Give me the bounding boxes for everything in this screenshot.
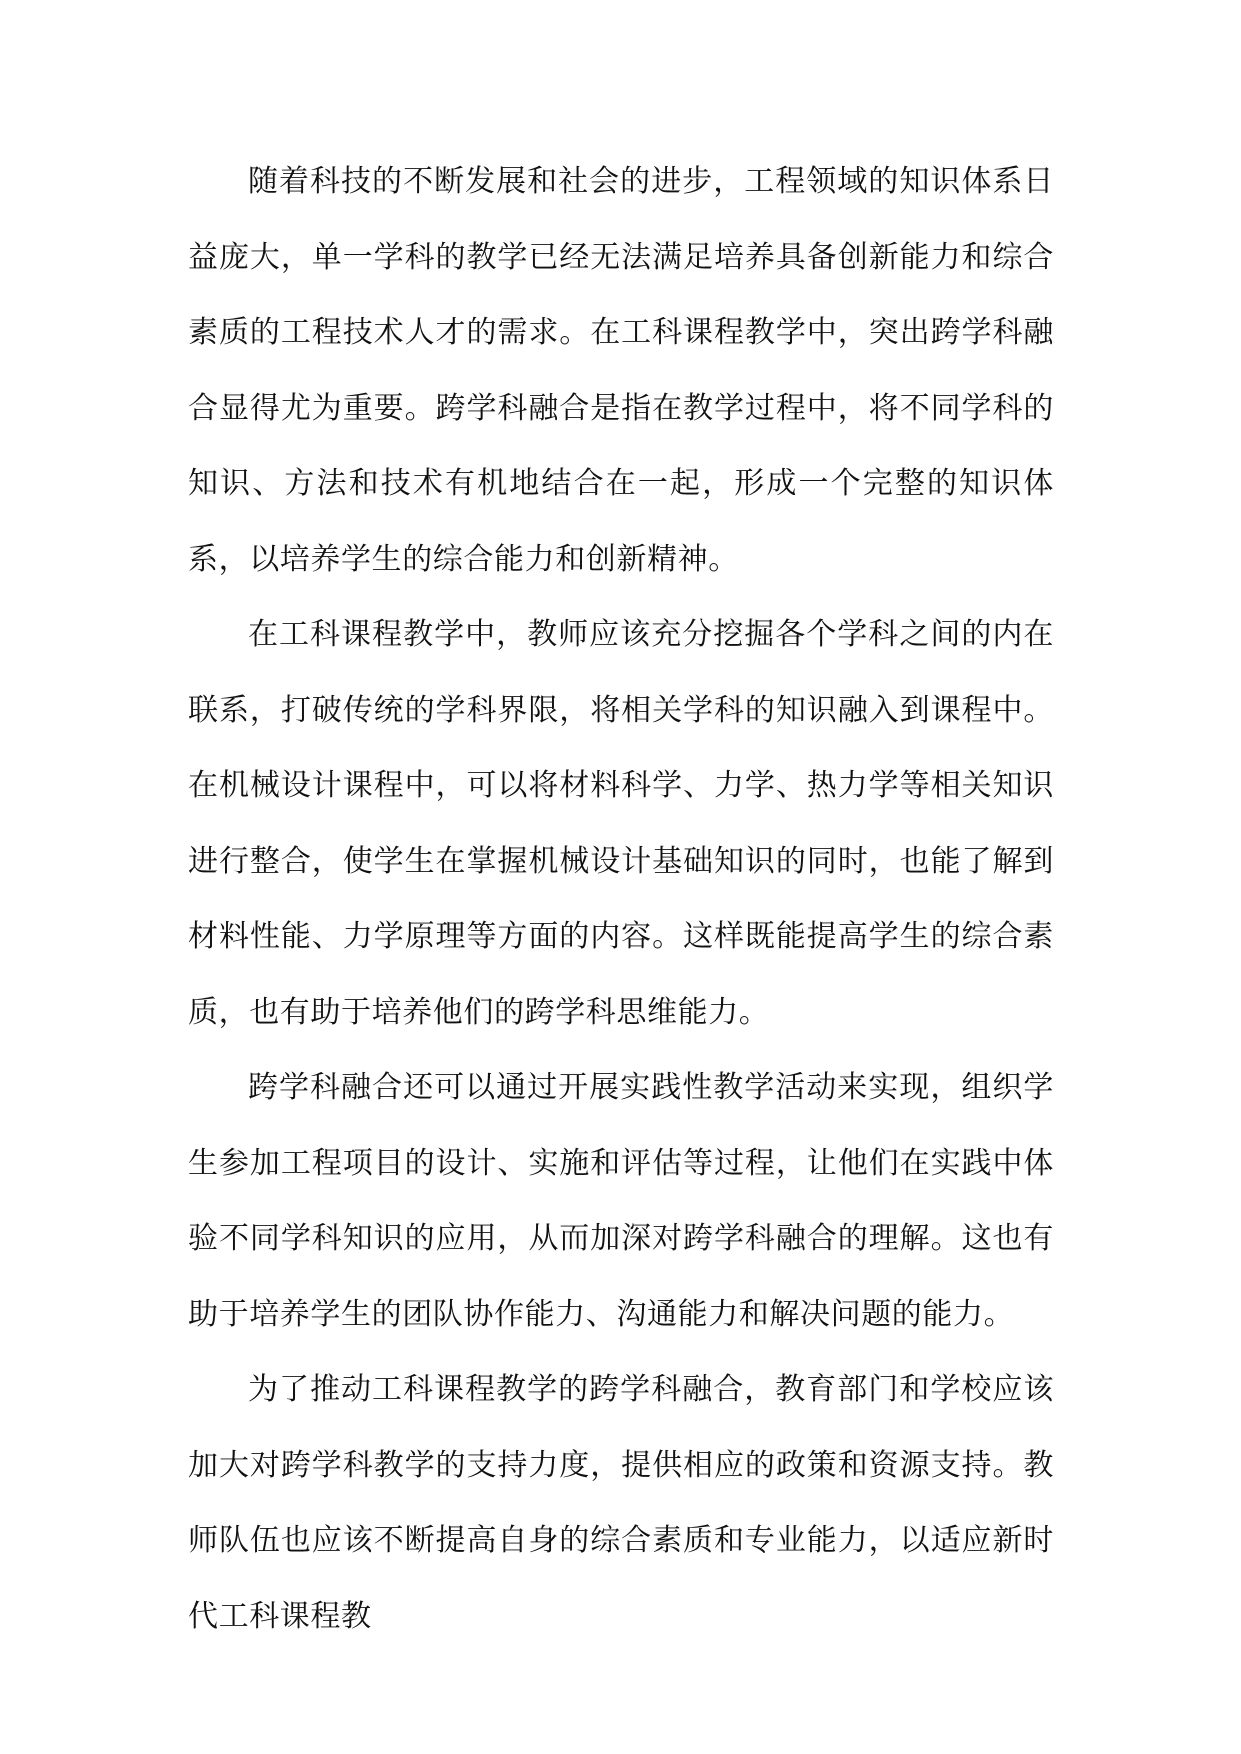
paragraph-4: 为了推动工科课程教学的跨学科融合，教育部门和学校应该加大对跨学科教学的支持力度，提供相应的政策和资源支持。教师队伍也应该不断提高自身的综合素质和专业能力，以适应新时代工科课程教 [188,1372,1054,1634]
paragraph-3: 跨学科融合还可以通过开展实践性教学活动来实现，组织学生参加工程项目的设计、实施和评估等过程，让他们在实践中体验不同学科知识的应用，从而加深对跨学科融合的理解。这也有助于培养学生的团队协作能力、沟通能力和解决问题的能力。 [188,1070,1054,1332]
paragraph-1: 随着科技的不断发展和社会的进步，工程领域的知识体系日益庞大，单一学科的教学已经无法满足培养具备创新能力和综合素质的工程技术人才的需求。在工科课程教学中，突出跨学科融合显得尤为重要。跨学科融合是指在教学过程中，将不同学科的知识、方法和技术有机地结合在一起，形成一个完整的知识体系，以培养学生的综合能力和创新精神。 [188,164,1054,577]
paragraph-2: 在工科课程教学中，教师应该充分挖掘各个学科之间的内在联系，打破传统的学科界限，将相关学科的知识融入到课程中。在机械设计课程中，可以将材料科学、力学、热力学等相关知识进行整合，使学生在掌握机械设计基础知识的同时，也能了解到材料性能、力学原理等方面的内容。这样既能提高学生的综合素质，也有助于培养他们的跨学科思维能力。 [188,617,1054,1030]
document-body [188,144,1054,1654]
